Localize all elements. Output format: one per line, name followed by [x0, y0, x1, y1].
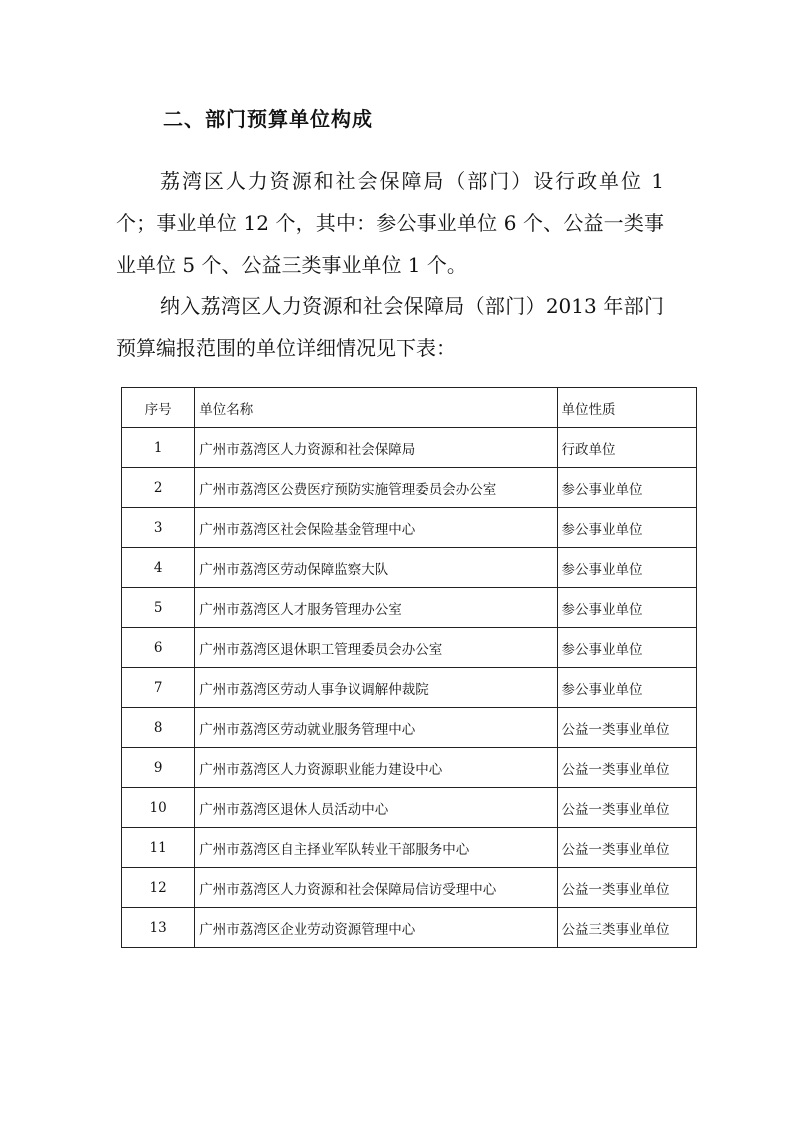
row-index: 9 [122, 748, 195, 788]
row-unit-name: 广州市荔湾区人力资源和社会保障局信访受理中心 [195, 868, 557, 908]
table-row [122, 468, 697, 508]
row-unit-type: 参公事业单位 [557, 508, 697, 548]
row-unit-name: 广州市荔湾区社会保险基金管理中心 [195, 508, 557, 548]
row-unit-type: 公益三类事业单位 [557, 908, 697, 948]
row-index: 2 [122, 468, 195, 508]
row-unit-type: 参公事业单位 [557, 668, 697, 708]
row-index: 11 [122, 828, 195, 868]
row-unit-type: 参公事业单位 [557, 628, 697, 668]
section-heading: 二、部门预算单位构成 [163, 107, 373, 131]
table-row [122, 548, 697, 588]
budget-units-table [121, 387, 697, 948]
table-row [122, 788, 697, 828]
table-header-row [122, 388, 697, 428]
table-row [122, 708, 697, 748]
row-index: 3 [122, 508, 195, 548]
row-unit-type: 行政单位 [557, 428, 697, 468]
row-unit-name: 广州市荔湾区自主择业军队转业干部服务中心 [195, 828, 557, 868]
table-row [122, 908, 697, 948]
row-index: 12 [122, 868, 195, 908]
row-unit-name: 广州市荔湾区人力资源职业能力建设中心 [195, 748, 557, 788]
row-unit-name: 广州市荔湾区劳动保障监察大队 [195, 548, 557, 588]
row-unit-name: 广州市荔湾区劳动人事争议调解仲裁院 [195, 668, 557, 708]
row-index: 1 [122, 428, 195, 468]
row-unit-name: 广州市荔湾区退休职工管理委员会办公室 [195, 628, 557, 668]
row-unit-type: 公益一类事业单位 [557, 708, 697, 748]
row-index: 10 [122, 788, 195, 828]
row-unit-type: 公益一类事业单位 [557, 828, 697, 868]
header-unit-type: 单位性质 [557, 388, 697, 428]
row-unit-type: 公益一类事业单位 [557, 788, 697, 828]
table-row [122, 628, 697, 668]
row-unit-type: 公益一类事业单位 [557, 748, 697, 788]
row-unit-name: 广州市荔湾区人力资源和社会保障局 [195, 428, 557, 468]
row-unit-name: 广州市荔湾区公费医疗预防实施管理委员会办公室 [195, 468, 557, 508]
table-row [122, 868, 697, 908]
table-row [122, 668, 697, 708]
row-index: 4 [122, 548, 195, 588]
row-index: 8 [122, 708, 195, 748]
scope-paragraph: 纳入荔湾区人力资源和社会保障局（部门）2013 年部门预算编报范围的单位详细情况见下表： [116, 294, 664, 360]
row-unit-name: 广州市荔湾区退休人员活动中心 [195, 788, 557, 828]
intro-paragraph: 荔湾区人力资源和社会保障局（部门）设行政单位 1 个；事业单位 12 个，其中：参公事业单位 6 个、公益一类事业单位 5 个、公益三类事业单位 1 个。 [116, 169, 664, 277]
row-index: 7 [122, 668, 195, 708]
row-index: 13 [122, 908, 195, 948]
table-row [122, 748, 697, 788]
row-unit-name: 广州市荔湾区劳动就业服务管理中心 [195, 708, 557, 748]
row-index: 6 [122, 628, 195, 668]
header-unit-name: 单位名称 [195, 388, 557, 428]
row-unit-name: 广州市荔湾区人才服务管理办公室 [195, 588, 557, 628]
row-unit-type: 参公事业单位 [557, 468, 697, 508]
header-index: 序号 [122, 388, 195, 428]
table-row [122, 428, 697, 468]
row-unit-type: 参公事业单位 [557, 548, 697, 588]
table-row [122, 828, 697, 868]
table-row [122, 508, 697, 548]
row-unit-type: 公益一类事业单位 [557, 868, 697, 908]
table-row [122, 588, 697, 628]
row-unit-name: 广州市荔湾区企业劳动资源管理中心 [195, 908, 557, 948]
row-unit-type: 参公事业单位 [557, 588, 697, 628]
row-index: 5 [122, 588, 195, 628]
